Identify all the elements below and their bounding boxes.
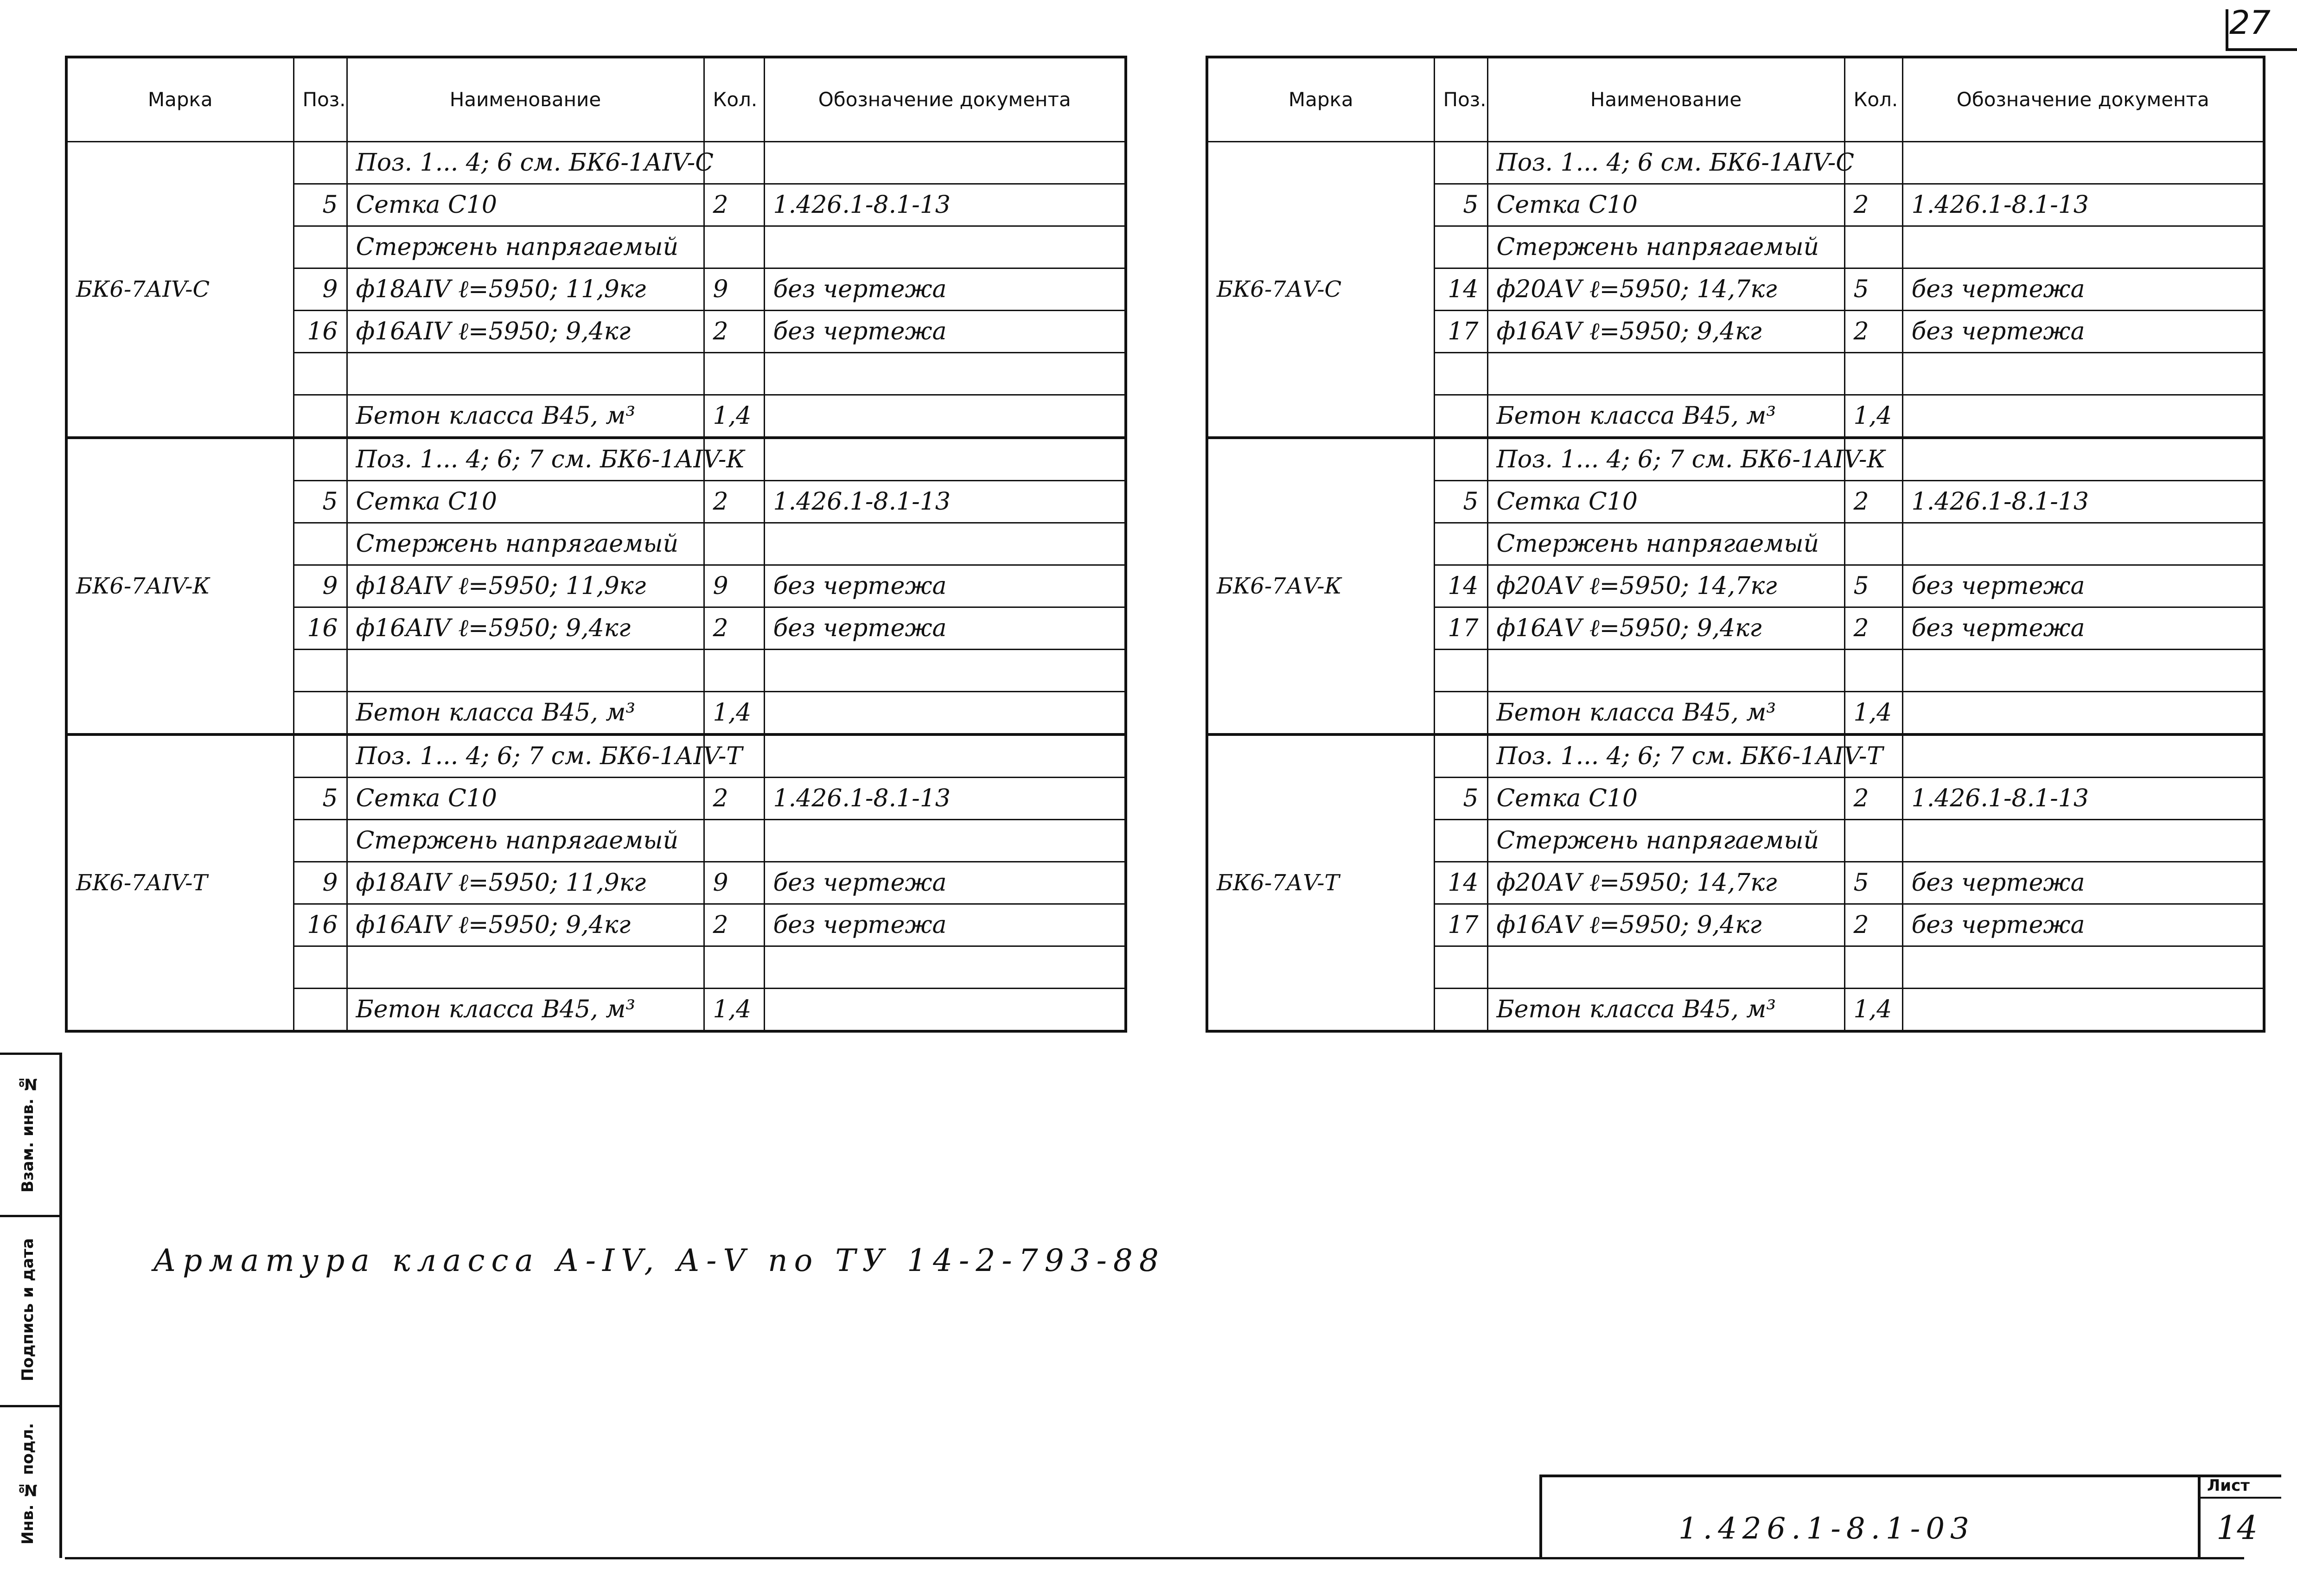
doc-cell: 1.426.1-8.1-13 — [1902, 778, 2264, 820]
qty-cell: 2 — [704, 184, 764, 226]
header-name: Наименование — [347, 57, 704, 142]
doc-cell — [764, 226, 1126, 268]
pos-cell — [294, 989, 347, 1032]
qty-cell: 1,4 — [704, 989, 764, 1032]
qty-cell: 2 — [1844, 607, 1902, 650]
qty-cell: 2 — [1844, 481, 1902, 523]
header-marka: Марка — [1207, 57, 1434, 142]
doc-cell — [1902, 226, 2264, 268]
doc-cell: без чертежа — [764, 565, 1126, 607]
qty-cell — [1844, 820, 1902, 862]
specification-table-right — [1206, 56, 2265, 1033]
qty-cell: 2 — [704, 778, 764, 820]
doc-cell — [1902, 650, 2264, 692]
name-cell — [1487, 353, 1844, 395]
doc-cell: без чертежа — [1902, 565, 2264, 607]
name-cell: ф16АV ℓ=5950; 9,4кг — [1487, 607, 1844, 650]
pos-cell — [1434, 226, 1487, 268]
name-cell: Сетка С10 — [347, 778, 704, 820]
marka-cell: БК6-7АV-Т — [1207, 734, 1434, 1031]
pos-cell — [1434, 946, 1487, 989]
qty-cell — [1844, 523, 1902, 565]
sheet-value: 14 — [2216, 1509, 2258, 1547]
pos-cell: 14 — [1434, 268, 1487, 311]
name-cell: Сетка С10 — [1487, 481, 1844, 523]
doc-cell: 1.426.1-8.1-13 — [764, 481, 1126, 523]
doc-cell — [764, 820, 1126, 862]
strip-divider — [0, 1053, 62, 1055]
name-cell: ф16АV ℓ=5950; 9,4кг — [1487, 904, 1844, 946]
pos-cell: 5 — [294, 778, 347, 820]
name-cell — [1487, 650, 1844, 692]
marka-cell: БК6-7АV-К — [1207, 438, 1434, 734]
doc-cell — [764, 692, 1126, 735]
qty-cell — [704, 523, 764, 565]
name-cell: Бетон класса В45, м³ — [1487, 989, 1844, 1032]
doc-cell: без чертежа — [764, 268, 1126, 311]
doc-cell: без чертежа — [764, 904, 1126, 946]
doc-cell: без чертежа — [764, 862, 1126, 904]
pos-cell: 5 — [1434, 481, 1487, 523]
qty-cell: 9 — [704, 862, 764, 904]
name-cell — [347, 946, 704, 989]
doc-cell: 1.426.1-8.1-13 — [1902, 184, 2264, 226]
name-cell: Стержень напрягаемый — [347, 820, 704, 862]
doc-cell — [1902, 734, 2264, 778]
pos-cell: 5 — [1434, 184, 1487, 226]
table-row — [66, 142, 1126, 184]
qty-cell: 5 — [1844, 565, 1902, 607]
doc-cell — [764, 142, 1126, 184]
title-block-border — [1539, 1475, 1542, 1558]
doc-cell — [1902, 946, 2264, 989]
top-rule — [2226, 48, 2297, 51]
name-cell: Сетка С10 — [347, 481, 704, 523]
pos-cell — [294, 650, 347, 692]
doc-cell — [764, 734, 1126, 778]
pos-cell: 17 — [1434, 607, 1487, 650]
qty-cell: 2 — [1844, 184, 1902, 226]
qty-cell: 2 — [1844, 904, 1902, 946]
name-cell: Бетон класса В45, м³ — [347, 692, 704, 735]
pos-cell — [1434, 523, 1487, 565]
name-cell: Поз. 1... 4; 6 см. БК6-1АIV-С — [1487, 142, 1844, 184]
doc-cell — [764, 438, 1126, 481]
title-block — [1539, 1475, 2297, 1596]
pos-cell — [1434, 692, 1487, 735]
document-code: 1.426.1-8.1-03 — [1678, 1512, 1975, 1546]
doc-cell — [764, 650, 1126, 692]
pos-cell: 16 — [294, 904, 347, 946]
pos-cell: 14 — [1434, 565, 1487, 607]
pos-cell — [294, 946, 347, 989]
table-row — [1207, 438, 2264, 481]
qty-cell — [704, 226, 764, 268]
title-block-border — [1539, 1475, 2281, 1477]
doc-cell: без чертежа — [1902, 311, 2264, 353]
name-cell: ф16АIV ℓ=5950; 9,4кг — [347, 311, 704, 353]
table-body — [1207, 142, 2264, 1032]
doc-cell: без чертежа — [764, 607, 1126, 650]
signature-date-label: Подпись и дата — [19, 1238, 37, 1382]
name-cell — [347, 650, 704, 692]
pos-cell: 5 — [1434, 778, 1487, 820]
name-cell: Бетон класса В45, м³ — [1487, 692, 1844, 735]
table-header — [1207, 57, 2264, 142]
doc-cell: без чертежа — [1902, 862, 2264, 904]
name-cell: Поз. 1... 4; 6; 7 см. БК6-1АIV-К — [347, 438, 704, 481]
doc-cell — [764, 523, 1126, 565]
qty-cell: 1,4 — [1844, 989, 1902, 1032]
pos-cell — [1434, 820, 1487, 862]
pos-cell — [1434, 142, 1487, 184]
name-cell: ф20АV ℓ=5950; 14,7кг — [1487, 862, 1844, 904]
qty-cell: 1,4 — [1844, 692, 1902, 735]
qty-cell: 2 — [1844, 778, 1902, 820]
pos-cell: 16 — [294, 311, 347, 353]
doc-cell — [1902, 820, 2264, 862]
strip-divider — [0, 1405, 62, 1407]
pos-cell: 9 — [294, 565, 347, 607]
name-cell: Бетон класса В45, м³ — [347, 989, 704, 1032]
table-row — [66, 734, 1126, 778]
inv-podl-label: Инв. № подл. — [19, 1423, 37, 1545]
name-cell: Бетон класса В45, м³ — [1487, 395, 1844, 438]
qty-cell: 5 — [1844, 268, 1902, 311]
pos-cell: 16 — [294, 607, 347, 650]
header-qty: Кол. — [704, 57, 764, 142]
title-block-divider — [2198, 1497, 2281, 1499]
doc-cell: без чертежа — [1902, 904, 2264, 946]
doc-cell: без чертежа — [1902, 268, 2264, 311]
sheet-number-rule — [2226, 9, 2228, 51]
strip-border — [59, 1053, 62, 1558]
name-cell: Сетка С10 — [1487, 778, 1844, 820]
marka-cell: БК6-7АIV-Т — [66, 734, 294, 1031]
pos-cell — [1434, 650, 1487, 692]
qty-cell — [704, 946, 764, 989]
qty-cell: 1,4 — [704, 692, 764, 735]
qty-cell: 1,4 — [1844, 395, 1902, 438]
doc-cell: без чертежа — [764, 311, 1126, 353]
qty-cell — [704, 650, 764, 692]
approval-strip — [0, 1053, 65, 1558]
strip-divider — [0, 1215, 62, 1217]
header-doc: Обозначение документа — [764, 57, 1126, 142]
doc-cell — [764, 353, 1126, 395]
pos-cell — [1434, 353, 1487, 395]
pos-cell — [294, 142, 347, 184]
pos-cell — [294, 523, 347, 565]
name-cell: Стержень напрягаемый — [347, 226, 704, 268]
name-cell: ф18АIV ℓ=5950; 11,9кг — [347, 862, 704, 904]
name-cell: ф20АV ℓ=5950; 14,7кг — [1487, 268, 1844, 311]
qty-cell: 1,4 — [704, 395, 764, 438]
doc-cell — [1902, 692, 2264, 735]
qty-cell — [704, 820, 764, 862]
qty-cell: 2 — [704, 607, 764, 650]
pos-cell: 9 — [294, 268, 347, 311]
header-marka: Марка — [66, 57, 294, 142]
header-qty: Кол. — [1844, 57, 1902, 142]
header-pos: Поз. — [294, 57, 347, 142]
doc-cell — [1902, 523, 2264, 565]
qty-cell: 2 — [704, 311, 764, 353]
page-number: 27 — [2229, 4, 2271, 42]
table-body — [66, 142, 1126, 1032]
pos-cell: 17 — [1434, 904, 1487, 946]
name-cell: ф18АIV ℓ=5950; 11,9кг — [347, 268, 704, 311]
bottom-rule — [65, 1557, 2244, 1559]
pos-cell — [1434, 395, 1487, 438]
name-cell: Поз. 1... 4; 6; 7 см. БК6-1АIV-Т — [1487, 734, 1844, 778]
pos-cell — [1434, 989, 1487, 1032]
qty-cell — [1844, 353, 1902, 395]
qty-cell: 2 — [1844, 311, 1902, 353]
marka-cell: БК6-7АV-С — [1207, 142, 1434, 438]
pos-cell: 5 — [294, 184, 347, 226]
table-header — [66, 57, 1126, 142]
name-cell: Поз. 1... 4; 6; 7 см. БК6-1АIV-Т — [347, 734, 704, 778]
table-row — [1207, 734, 2264, 778]
name-cell — [347, 353, 704, 395]
marka-cell: БК6-7АIV-К — [66, 438, 294, 734]
title-block-divider — [2198, 1475, 2201, 1558]
name-cell: Поз. 1... 4; 6; 7 см. БК6-1АIV-К — [1487, 438, 1844, 481]
qty-cell: 2 — [704, 481, 764, 523]
reinforcement-note: Арматура класса А-IV, А-V по ТУ 14-2-793-88 — [153, 1243, 1165, 1278]
pos-cell — [294, 226, 347, 268]
header-pos: Поз. — [1434, 57, 1487, 142]
marka-cell: БК6-7АIV-С — [66, 142, 294, 438]
doc-cell — [1902, 395, 2264, 438]
pos-cell — [294, 820, 347, 862]
name-cell: ф16АV ℓ=5950; 9,4кг — [1487, 311, 1844, 353]
table-row — [1207, 142, 2264, 184]
header-doc: Обозначение документа — [1902, 57, 2264, 142]
qty-cell — [704, 353, 764, 395]
vzam-inv-label: Взам. инв. № — [19, 1074, 37, 1193]
pos-cell — [1434, 734, 1487, 778]
header-name: Наименование — [1487, 57, 1844, 142]
name-cell: ф20АV ℓ=5950; 14,7кг — [1487, 565, 1844, 607]
name-cell: Стержень напрягаемый — [1487, 226, 1844, 268]
qty-cell: 2 — [704, 904, 764, 946]
pos-cell: 9 — [294, 862, 347, 904]
qty-cell — [1844, 650, 1902, 692]
pos-cell — [294, 734, 347, 778]
doc-cell — [764, 395, 1126, 438]
name-cell: Бетон класса В45, м³ — [347, 395, 704, 438]
qty-cell: 5 — [1844, 862, 1902, 904]
qty-cell: 9 — [704, 565, 764, 607]
pos-cell — [1434, 438, 1487, 481]
doc-cell — [1902, 353, 2264, 395]
name-cell: ф18АIV ℓ=5950; 11,9кг — [347, 565, 704, 607]
name-cell: Стержень напрягаемый — [1487, 820, 1844, 862]
name-cell: Сетка С10 — [1487, 184, 1844, 226]
name-cell: ф16АIV ℓ=5950; 9,4кг — [347, 904, 704, 946]
doc-cell — [1902, 989, 2264, 1032]
name-cell: Сетка С10 — [347, 184, 704, 226]
doc-cell — [1902, 438, 2264, 481]
specification-table-left — [65, 56, 1127, 1033]
name-cell: Поз. 1... 4; 6 см. БК6-1АIV-С — [347, 142, 704, 184]
doc-cell: 1.426.1-8.1-13 — [1902, 481, 2264, 523]
qty-cell — [1844, 946, 1902, 989]
qty-cell: 9 — [704, 268, 764, 311]
doc-cell — [1902, 142, 2264, 184]
pos-cell — [294, 692, 347, 735]
pos-cell — [294, 353, 347, 395]
sheet-label: Лист — [2207, 1476, 2250, 1495]
doc-cell: 1.426.1-8.1-13 — [764, 778, 1126, 820]
pos-cell: 14 — [1434, 862, 1487, 904]
pos-cell: 5 — [294, 481, 347, 523]
doc-cell: 1.426.1-8.1-13 — [764, 184, 1126, 226]
doc-cell: без чертежа — [1902, 607, 2264, 650]
table-row — [66, 438, 1126, 481]
qty-cell — [1844, 226, 1902, 268]
pos-cell — [294, 395, 347, 438]
name-cell: Стержень напрягаемый — [347, 523, 704, 565]
doc-cell — [764, 946, 1126, 989]
name-cell: Стержень напрягаемый — [1487, 523, 1844, 565]
pos-cell — [294, 438, 347, 481]
doc-cell — [764, 989, 1126, 1032]
name-cell: ф16АIV ℓ=5950; 9,4кг — [347, 607, 704, 650]
pos-cell: 17 — [1434, 311, 1487, 353]
name-cell — [1487, 946, 1844, 989]
